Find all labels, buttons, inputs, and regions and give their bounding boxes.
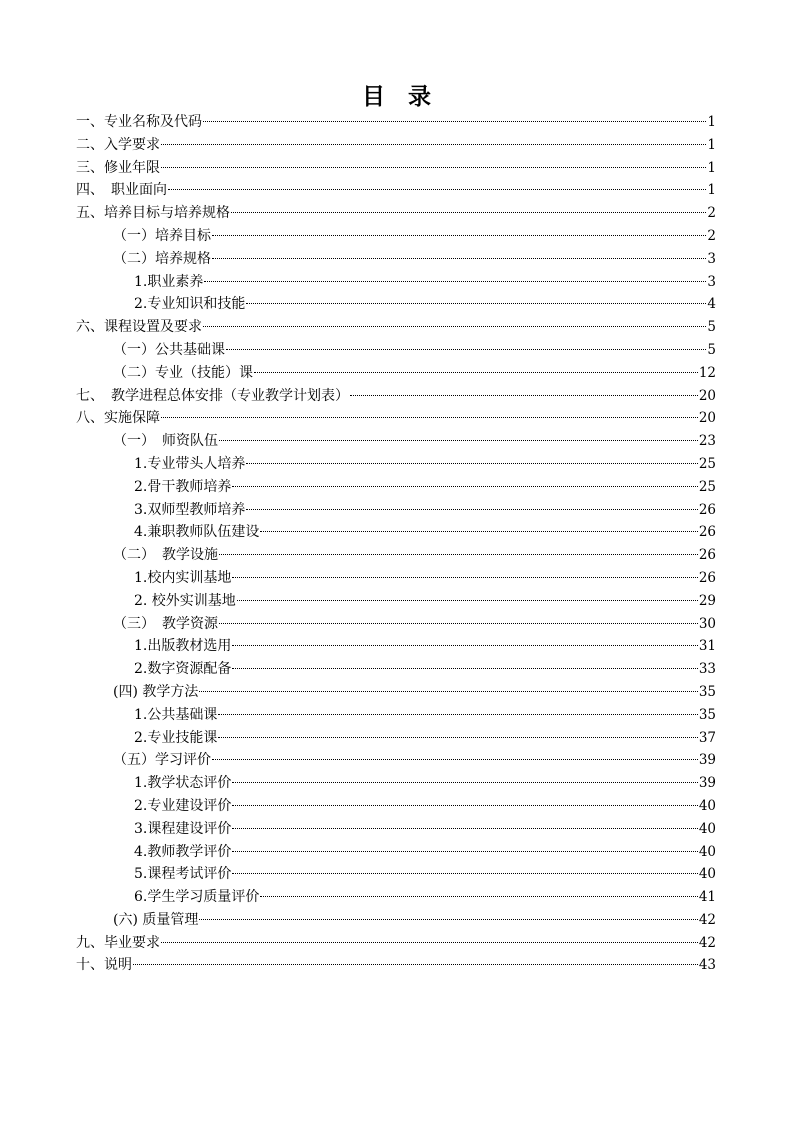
toc-dot-leader <box>219 440 698 441</box>
toc-entry-line <box>76 157 716 180</box>
toc-dot-leader <box>218 737 697 738</box>
toc-entry-title: 1.校内实训基地 <box>134 569 232 586</box>
toc-entry-line <box>134 271 716 294</box>
toc-entry-line <box>134 567 716 590</box>
toc-dot-leader <box>232 828 697 829</box>
toc-entry[interactable] <box>0 613 793 636</box>
toc-entry-title: （二）培养规格 <box>113 250 211 267</box>
toc-entry-line <box>134 293 716 316</box>
toc-entry-line <box>76 111 716 134</box>
toc-entry-title: （一）公共基础课 <box>113 341 225 358</box>
toc-page-number: 1 <box>707 182 716 199</box>
toc-list <box>0 111 793 977</box>
toc-entry-line <box>134 704 716 727</box>
toc-entry-title: （一） 师资队伍 <box>113 433 218 450</box>
toc-entry-line <box>134 886 716 909</box>
toc-page-number: 5 <box>707 341 716 358</box>
toc-entry-line <box>76 134 716 157</box>
toc-entry-title: 1.出版教材选用 <box>134 638 232 655</box>
toc-entry[interactable] <box>0 635 793 658</box>
toc-entry-line <box>113 225 716 248</box>
toc-entry-line <box>134 590 716 613</box>
toc-page-number: 12 <box>698 364 716 381</box>
toc-entry[interactable] <box>0 453 793 476</box>
toc-page-number: 33 <box>698 661 716 678</box>
toc-entry-title: 十、说明 <box>76 957 132 974</box>
toc-entry[interactable] <box>0 430 793 453</box>
toc-entry-line <box>113 248 716 271</box>
toc-entry-line <box>134 772 716 795</box>
toc-entry-title: （一）培养目标 <box>113 227 211 244</box>
toc-entry-title: （二）专业（技能）课 <box>113 364 253 381</box>
toc-entry-title: 九、毕业要求 <box>76 934 160 951</box>
toc-entry-title: 2. 校外实训基地 <box>134 592 236 609</box>
toc-entry-title: (六) 质量管理 <box>113 911 199 928</box>
toc-entry-title: 5.课程考试评价 <box>134 866 232 883</box>
toc-page-number: 3 <box>707 250 716 267</box>
toc-entry[interactable] <box>0 681 793 704</box>
toc-entry-line <box>113 362 716 385</box>
toc-dot-leader <box>219 554 698 555</box>
toc-entry-title: 1.教学状态评价 <box>134 775 232 792</box>
toc-entry[interactable] <box>0 248 793 271</box>
toc-dot-leader <box>232 645 697 646</box>
toc-entry[interactable] <box>0 316 793 339</box>
toc-entry-title: 七、 教学进程总体安排（专业教学计划表） <box>76 387 349 404</box>
toc-page-number: 41 <box>698 889 716 906</box>
toc-entry[interactable] <box>0 727 793 750</box>
toc-page-number: 1 <box>707 159 716 176</box>
toc-entry-line <box>113 613 716 636</box>
toc-entry-line <box>134 476 716 499</box>
toc-entry-line <box>134 499 716 522</box>
toc-entry-line <box>134 727 716 750</box>
toc-entry-title: （五）学习评价 <box>113 752 211 769</box>
toc-entry-line <box>113 749 716 772</box>
toc-entry-title: 2.专业知识和技能 <box>134 296 246 313</box>
toc-dot-leader <box>212 258 706 259</box>
toc-dot-leader <box>219 623 698 624</box>
toc-page-number: 26 <box>698 524 716 541</box>
toc-entry-line <box>113 909 716 932</box>
toc-dot-leader <box>161 417 698 418</box>
toc-entry-title: 2.骨干教师培养 <box>134 478 232 495</box>
toc-entry[interactable] <box>0 954 793 977</box>
toc-page-number: 26 <box>698 501 716 518</box>
toc-entry-title: （三） 教学资源 <box>113 615 218 632</box>
toc-page-number: 25 <box>698 478 716 495</box>
toc-dot-leader <box>231 212 706 213</box>
toc-page-number: 40 <box>698 866 716 883</box>
toc-entry-title: 1.职业素养 <box>134 273 204 290</box>
toc-page-number: 1 <box>707 136 716 153</box>
toc-page-number: 40 <box>698 820 716 837</box>
toc-dot-leader <box>237 600 698 601</box>
toc-entry-line <box>113 339 716 362</box>
toc-entry-title: 4.教师教学评价 <box>134 843 232 860</box>
toc-entry-title: 八、实施保障 <box>76 410 160 427</box>
toc-entry-title: 二、入学要求 <box>76 136 160 153</box>
toc-entry[interactable] <box>0 179 793 202</box>
toc-entry-title: 3.课程建设评价 <box>134 820 232 837</box>
toc-page-number: 26 <box>698 569 716 586</box>
toc-entry[interactable] <box>0 385 793 408</box>
toc-entry-line <box>134 453 716 476</box>
toc-entry[interactable] <box>0 658 793 681</box>
toc-entry-title: 三、修业年限 <box>76 159 160 176</box>
toc-page-number: 29 <box>698 592 716 609</box>
toc-page-number: 1 <box>707 114 716 130</box>
toc-dot-leader <box>232 577 697 578</box>
toc-dot-leader <box>226 349 706 350</box>
toc-dot-leader <box>232 873 697 874</box>
toc-entry-line <box>113 430 716 453</box>
toc-dot-leader <box>161 167 706 168</box>
toc-entry-line <box>76 932 716 955</box>
toc-dot-leader <box>212 759 698 760</box>
toc-dot-leader <box>161 144 706 145</box>
toc-entry[interactable] <box>0 499 793 522</box>
toc-page-number: 20 <box>698 410 716 427</box>
toc-dot-leader <box>204 281 706 282</box>
toc-dot-leader <box>203 121 706 122</box>
toc-page-number: 40 <box>698 797 716 814</box>
toc-entry-line <box>134 818 716 841</box>
toc-entry-line <box>76 954 716 977</box>
toc-entry-title: 2.专业技能课 <box>134 729 218 746</box>
toc-dot-leader <box>246 509 697 510</box>
toc-entry[interactable] <box>0 293 793 316</box>
toc-page-number: 35 <box>698 683 716 700</box>
toc-entry-title: （二） 教学设施 <box>113 547 218 564</box>
toc-page-number: 42 <box>698 934 716 951</box>
toc-entry[interactable] <box>0 476 793 499</box>
toc-dot-leader <box>260 896 697 897</box>
toc-dot-leader <box>199 691 697 692</box>
toc-entry-title: 3.双师型教师培养 <box>134 501 246 518</box>
toc-entry-title: (四) 教学方法 <box>113 683 199 700</box>
toc-page-number: 3 <box>707 273 716 290</box>
toc-entry[interactable] <box>0 818 793 841</box>
toc-entry-line <box>76 316 716 339</box>
toc-entry[interactable] <box>0 271 793 294</box>
toc-entry-line <box>134 841 716 864</box>
toc-dot-leader <box>212 235 706 236</box>
toc-page-number: 4 <box>707 296 716 313</box>
toc-entry-title: 2.专业建设评价 <box>134 797 232 814</box>
toc-entry[interactable] <box>0 841 793 864</box>
toc-entry-line <box>134 658 716 681</box>
toc-entry[interactable] <box>0 863 793 886</box>
toc-entry-line <box>113 544 716 567</box>
toc-entry[interactable] <box>0 111 793 134</box>
toc-entry[interactable] <box>0 886 793 909</box>
toc-page-number: 42 <box>698 911 716 928</box>
toc-entry[interactable] <box>0 407 793 430</box>
toc-entry-title: 4.兼职教师队伍建设 <box>134 524 260 541</box>
toc-dot-leader <box>254 372 698 373</box>
toc-entry[interactable] <box>0 225 793 248</box>
toc-entry[interactable] <box>0 567 793 590</box>
toc-entry[interactable] <box>0 772 793 795</box>
toc-entry-title: 一、专业名称及代码 <box>76 114 202 130</box>
toc-page-number: 37 <box>698 729 716 746</box>
toc-dot-leader <box>260 531 697 532</box>
toc-page-number: 25 <box>698 455 716 472</box>
toc-entry[interactable] <box>0 909 793 932</box>
toc-dot-leader <box>133 964 698 965</box>
toc-page-number: 31 <box>698 638 716 655</box>
toc-dot-leader <box>232 782 697 783</box>
toc-page-number: 26 <box>698 547 716 564</box>
toc-dot-leader <box>246 463 697 464</box>
toc-entry-line <box>76 202 716 225</box>
toc-entry-title: 6.学生学习质量评价 <box>134 889 260 906</box>
toc-page-number: 2 <box>707 227 716 244</box>
toc-dot-leader <box>350 395 698 396</box>
toc-entry-title: 五、培养目标与培养规格 <box>76 205 230 222</box>
toc-entry-line <box>76 385 716 408</box>
toc-page-number: 40 <box>698 843 716 860</box>
toc-entry[interactable] <box>0 134 793 157</box>
toc-dot-leader <box>232 668 697 669</box>
toc-entry-title: 2.数字资源配备 <box>134 661 232 678</box>
toc-page-number: 30 <box>698 615 716 632</box>
toc-entry[interactable] <box>0 362 793 385</box>
toc-dot-leader <box>232 851 697 852</box>
toc-entry-line <box>76 407 716 430</box>
toc-entry[interactable] <box>0 932 793 955</box>
toc-title: 目 录 <box>362 84 431 110</box>
toc-entry[interactable] <box>0 202 793 225</box>
toc-dot-leader <box>246 303 706 304</box>
toc-entry[interactable] <box>0 544 793 567</box>
toc-page-number: 39 <box>698 775 716 792</box>
toc-dot-leader <box>232 805 697 806</box>
toc-entry[interactable] <box>0 157 793 180</box>
toc-page-number: 39 <box>698 752 716 769</box>
toc-entry[interactable] <box>0 704 793 727</box>
toc-entry[interactable] <box>0 339 793 362</box>
toc-dot-leader <box>232 486 697 487</box>
toc-entry[interactable] <box>0 749 793 772</box>
toc-entry[interactable] <box>0 590 793 613</box>
toc-dot-leader <box>218 714 697 715</box>
toc-page-number: 43 <box>698 957 716 974</box>
toc-entry-title: 1.公共基础课 <box>134 706 218 723</box>
toc-entry-title: 六、课程设置及要求 <box>76 319 202 336</box>
toc-page-number: 23 <box>698 433 716 450</box>
toc-page-number: 20 <box>698 387 716 404</box>
toc-entry-line <box>76 179 716 202</box>
toc-entry-line <box>134 635 716 658</box>
toc-entry-line <box>134 795 716 818</box>
toc-dot-leader <box>199 919 697 920</box>
toc-entry[interactable] <box>0 795 793 818</box>
toc-entry-line <box>113 681 716 704</box>
toc-entry[interactable] <box>0 521 793 544</box>
toc-page-number: 35 <box>698 706 716 723</box>
toc-page-number: 5 <box>707 319 716 336</box>
toc-entry-title: 四、 职业面向 <box>76 182 167 199</box>
toc-entry-line <box>134 521 716 544</box>
toc-dot-leader <box>203 326 706 327</box>
toc-entry-title: 1.专业带头人培养 <box>134 455 246 472</box>
toc-dot-leader <box>168 189 706 190</box>
toc-entry-line <box>134 863 716 886</box>
toc-dot-leader <box>161 942 698 943</box>
toc-page-number: 2 <box>707 205 716 222</box>
